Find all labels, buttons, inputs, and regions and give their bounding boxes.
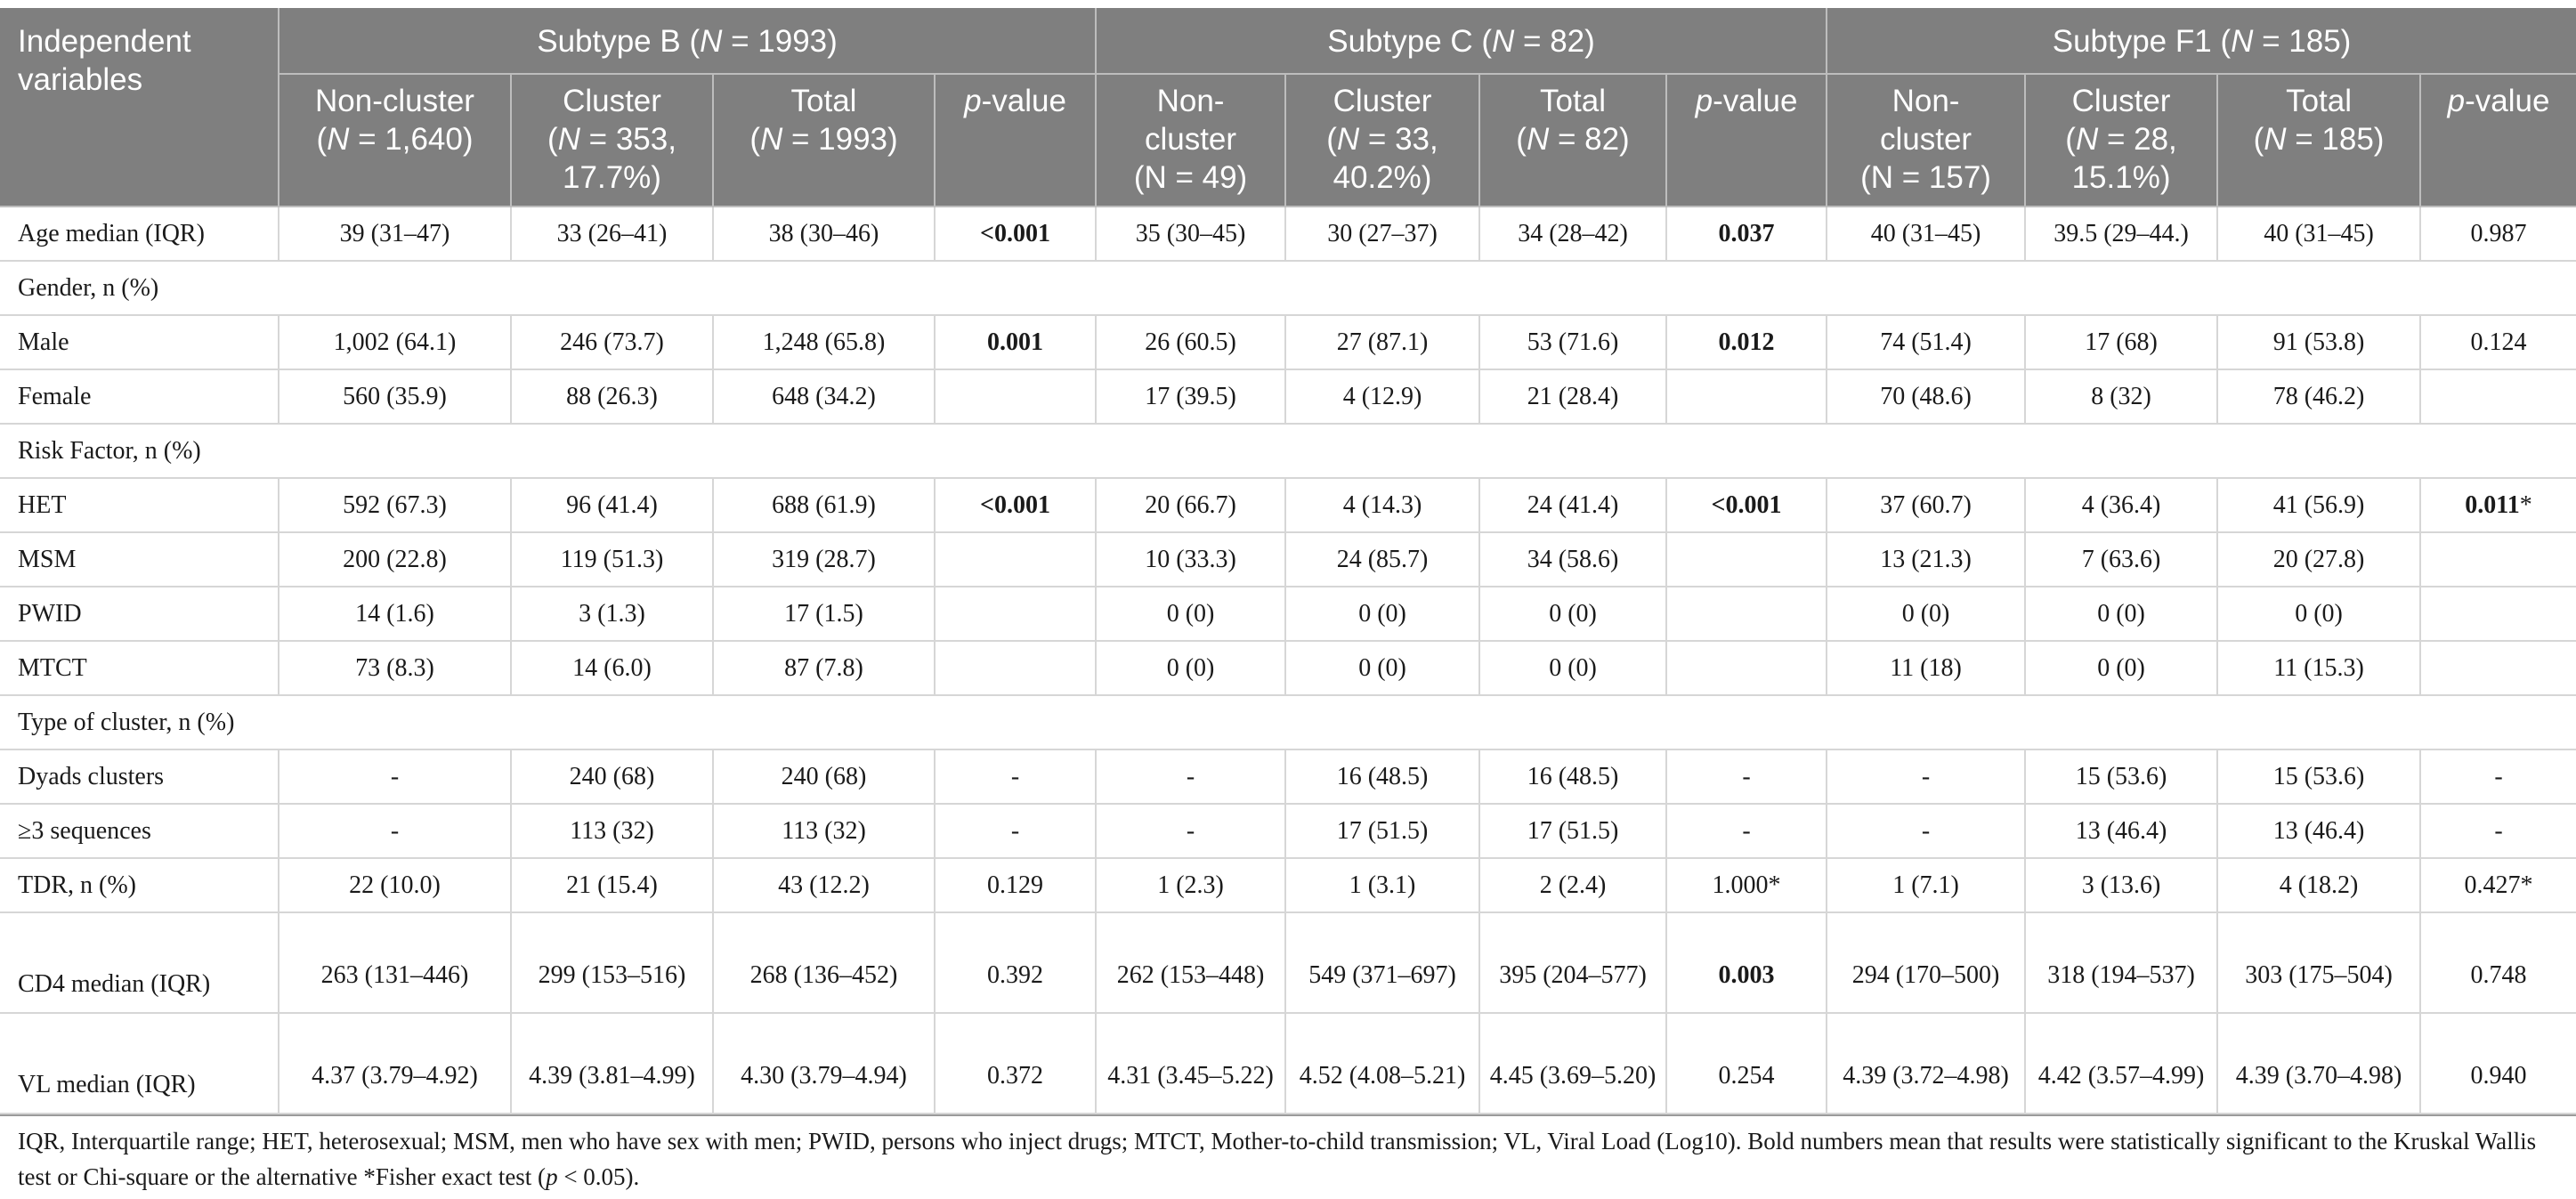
value-cell: 263 (131–446)	[279, 912, 511, 1013]
value-cell: 4.42 (3.57–4.99)	[2025, 1013, 2217, 1114]
value-cell: 240 (68)	[713, 749, 935, 804]
value-cell: 40 (31–45)	[1827, 207, 2025, 261]
p-value-cell: 0.129	[935, 858, 1096, 912]
value-cell: 318 (194–537)	[2025, 912, 2217, 1013]
value-cell: 395 (204–577)	[1479, 912, 1666, 1013]
value-cell: 17 (51.5)	[1285, 804, 1479, 858]
value-cell: 648 (34.2)	[713, 369, 935, 424]
p-value-cell: 0.748	[2420, 912, 2576, 1013]
p-value-cell: 0.372	[935, 1013, 1096, 1114]
value-cell: 15 (53.6)	[2025, 749, 2217, 804]
value-cell: 53 (71.6)	[1479, 315, 1666, 369]
column-header: Non- cluster (N = 157)	[1827, 74, 2025, 207]
value-cell: 4.37 (3.79–4.92)	[279, 1013, 511, 1114]
value-cell: 1 (7.1)	[1827, 858, 2025, 912]
value-cell: 35 (30–45)	[1096, 207, 1285, 261]
value-cell: 41 (56.9)	[2217, 478, 2420, 532]
value-cell: 17 (1.5)	[713, 587, 935, 641]
results-table	[0, 8, 2576, 1114]
column-header: Total (N = 1993)	[713, 74, 935, 207]
p-value-cell: <0.001	[935, 207, 1096, 261]
column-header: p-value	[1666, 74, 1827, 207]
value-cell: 11 (15.3)	[2217, 641, 2420, 695]
value-cell: 262 (153–448)	[1096, 912, 1285, 1013]
p-value-cell: -	[2420, 804, 2576, 858]
value-cell: 0 (0)	[1096, 587, 1285, 641]
value-cell: 13 (21.3)	[1827, 532, 2025, 587]
table-row-tdr	[0, 858, 2576, 912]
value-cell: 73 (8.3)	[279, 641, 511, 695]
value-cell: 0 (0)	[1827, 587, 2025, 641]
value-cell: -	[1096, 749, 1285, 804]
value-cell: 4 (12.9)	[1285, 369, 1479, 424]
column-header: Cluster (N = 353, 17.7%)	[511, 74, 713, 207]
value-cell: 4.30 (3.79–4.94)	[713, 1013, 935, 1114]
p-value-cell: 0.940	[2420, 1013, 2576, 1114]
value-cell: 3 (13.6)	[2025, 858, 2217, 912]
value-cell: 1 (2.3)	[1096, 858, 1285, 912]
value-cell: 4 (18.2)	[2217, 858, 2420, 912]
value-cell: 17 (39.5)	[1096, 369, 1285, 424]
p-value-cell: 0.124	[2420, 315, 2576, 369]
value-cell: 30 (27–37)	[1285, 207, 1479, 261]
value-cell: 1,002 (64.1)	[279, 315, 511, 369]
section-label: Gender, n (%)	[0, 261, 2576, 315]
value-cell: 74 (51.4)	[1827, 315, 2025, 369]
table-row-seq	[0, 804, 2576, 858]
stub-header: Independent variables	[0, 8, 279, 207]
value-cell: 21 (15.4)	[511, 858, 713, 912]
value-cell: 11 (18)	[1827, 641, 2025, 695]
value-cell: 0 (0)	[1285, 587, 1479, 641]
value-cell: 88 (26.3)	[511, 369, 713, 424]
table-row-gender	[0, 261, 2576, 315]
p-value-cell: 0.392	[935, 912, 1096, 1013]
value-cell: 14 (6.0)	[511, 641, 713, 695]
p-value-cell	[935, 532, 1096, 587]
value-cell: 268 (136–452)	[713, 912, 935, 1013]
value-cell: 16 (48.5)	[1285, 749, 1479, 804]
section-label: Risk Factor, n (%)	[0, 424, 2576, 478]
value-cell: 1 (3.1)	[1285, 858, 1479, 912]
column-header: Cluster (N = 33, 40.2%)	[1285, 74, 1479, 207]
value-cell: 13 (46.4)	[2217, 804, 2420, 858]
value-cell: 4.31 (3.45–5.22)	[1096, 1013, 1285, 1114]
value-cell: 17 (68)	[2025, 315, 2217, 369]
value-cell: 26 (60.5)	[1096, 315, 1285, 369]
value-cell: 0 (0)	[1096, 641, 1285, 695]
value-cell: 0 (0)	[1479, 641, 1666, 695]
value-cell: 43 (12.2)	[713, 858, 935, 912]
column-header: Cluster (N = 28, 15.1%)	[2025, 74, 2217, 207]
value-cell: 10 (33.3)	[1096, 532, 1285, 587]
value-cell: 3 (1.3)	[511, 587, 713, 641]
p-value-cell: 0.001	[935, 315, 1096, 369]
value-cell: 20 (66.7)	[1096, 478, 1285, 532]
p-value-cell: <0.001	[1666, 478, 1827, 532]
value-cell: -	[1096, 804, 1285, 858]
value-cell: 24 (85.7)	[1285, 532, 1479, 587]
row-label: PWID	[0, 587, 279, 641]
p-value-cell	[1666, 587, 1827, 641]
value-cell: 15 (53.6)	[2217, 749, 2420, 804]
p-value-cell	[935, 369, 1096, 424]
row-label: CD4 median (IQR)	[0, 912, 279, 1013]
value-cell: 14 (1.6)	[279, 587, 511, 641]
table-row-age	[0, 207, 2576, 261]
p-value-cell	[1666, 369, 1827, 424]
column-header: Total (N = 82)	[1479, 74, 1666, 207]
value-cell: 0 (0)	[1479, 587, 1666, 641]
table-row-male	[0, 315, 2576, 369]
row-label: ≥3 sequences	[0, 804, 279, 858]
value-cell: -	[1827, 749, 2025, 804]
value-cell: 4.52 (4.08–5.21)	[1285, 1013, 1479, 1114]
row-label: TDR, n (%)	[0, 858, 279, 912]
p-value-cell: 0.003	[1666, 912, 1827, 1013]
table-row-mtct	[0, 641, 2576, 695]
p-value-cell	[935, 641, 1096, 695]
p-value-cell: -	[2420, 749, 2576, 804]
value-cell: 87 (7.8)	[713, 641, 935, 695]
value-cell: 246 (73.7)	[511, 315, 713, 369]
value-cell: 0 (0)	[2025, 587, 2217, 641]
value-cell: 20 (27.8)	[2217, 532, 2420, 587]
p-value-cell: 1.000*	[1666, 858, 1827, 912]
p-value-cell: -	[1666, 804, 1827, 858]
table-row-pwid	[0, 587, 2576, 641]
value-cell: 4 (36.4)	[2025, 478, 2217, 532]
value-cell: 21 (28.4)	[1479, 369, 1666, 424]
value-cell: 7 (63.6)	[2025, 532, 2217, 587]
value-cell: 319 (28.7)	[713, 532, 935, 587]
table-row-cd4	[0, 912, 2576, 1013]
value-cell: 17 (51.5)	[1479, 804, 1666, 858]
table-footnote: IQR, Interquartile range; HET, heterosexual; MSM, men who have sex with men; PWID, persons who inject drugs; MTCT, Mother-to-child transmission; VL, Viral Load (Log10). Bold numbers mean that results were statistically significant to the Kruskal Wallis test or Chi-square or the alternative *Fisher exact test (p < 0.05).	[18, 1128, 2537, 1190]
value-cell: 39 (31–47)	[279, 207, 511, 261]
value-cell: 34 (28–42)	[1479, 207, 1666, 261]
p-value-cell	[1666, 532, 1827, 587]
column-header: Non- cluster (N = 49)	[1096, 74, 1285, 207]
p-value-cell: -	[935, 804, 1096, 858]
p-value-cell	[2420, 587, 2576, 641]
value-cell: 688 (61.9)	[713, 478, 935, 532]
table-bottom-rule	[0, 1114, 2576, 1116]
row-label: Male	[0, 315, 279, 369]
p-value-cell	[2420, 532, 2576, 587]
value-cell: 39.5 (29–44.)	[2025, 207, 2217, 261]
table-row-vl	[0, 1013, 2576, 1114]
p-value-cell	[2420, 641, 2576, 695]
value-cell: 37 (60.7)	[1827, 478, 2025, 532]
value-cell: 70 (48.6)	[1827, 369, 2025, 424]
p-value-cell: 0.037	[1666, 207, 1827, 261]
row-label: VL median (IQR)	[0, 1013, 279, 1114]
value-cell: 38 (30–46)	[713, 207, 935, 261]
value-cell: 24 (41.4)	[1479, 478, 1666, 532]
p-value-cell	[2420, 369, 2576, 424]
value-cell: 96 (41.4)	[511, 478, 713, 532]
value-cell: 4.39 (3.81–4.99)	[511, 1013, 713, 1114]
p-value-cell: -	[1666, 749, 1827, 804]
row-label: Age median (IQR)	[0, 207, 279, 261]
p-value-cell: -	[935, 749, 1096, 804]
table-row-female	[0, 369, 2576, 424]
column-header: Total (N = 185)	[2217, 74, 2420, 207]
group-header-b: Subtype B (N = 1993)	[279, 8, 1096, 74]
value-cell: 0 (0)	[1285, 641, 1479, 695]
column-header: p-value	[935, 74, 1096, 207]
value-cell: 91 (53.8)	[2217, 315, 2420, 369]
column-header: Non-cluster (N = 1,640)	[279, 74, 511, 207]
value-cell: 4.39 (3.72–4.98)	[1827, 1013, 2025, 1114]
row-label: HET	[0, 478, 279, 532]
value-cell: 27 (87.1)	[1285, 315, 1479, 369]
row-label: Female	[0, 369, 279, 424]
value-cell: 303 (175–504)	[2217, 912, 2420, 1013]
p-value-cell: 0.254	[1666, 1013, 1827, 1114]
value-cell: 299 (153–516)	[511, 912, 713, 1013]
value-cell: 78 (46.2)	[2217, 369, 2420, 424]
section-label: Type of cluster, n (%)	[0, 695, 2576, 749]
value-cell: 8 (32)	[2025, 369, 2217, 424]
p-value-cell: 0.427*	[2420, 858, 2576, 912]
value-cell: 0 (0)	[2025, 641, 2217, 695]
p-value-cell	[935, 587, 1096, 641]
value-cell: 22 (10.0)	[279, 858, 511, 912]
p-value-cell: <0.001	[935, 478, 1096, 532]
table-row-msm	[0, 532, 2576, 587]
value-cell: 1,248 (65.8)	[713, 315, 935, 369]
table-row-het	[0, 478, 2576, 532]
value-cell: 200 (22.8)	[279, 532, 511, 587]
value-cell: -	[279, 749, 511, 804]
table-row-dyads	[0, 749, 2576, 804]
value-cell: 240 (68)	[511, 749, 713, 804]
value-cell: 4.45 (3.69–5.20)	[1479, 1013, 1666, 1114]
value-cell: 34 (58.6)	[1479, 532, 1666, 587]
value-cell: 40 (31–45)	[2217, 207, 2420, 261]
value-cell: -	[1827, 804, 2025, 858]
value-cell: 119 (51.3)	[511, 532, 713, 587]
p-value-cell: 0.987	[2420, 207, 2576, 261]
value-cell: 294 (170–500)	[1827, 912, 2025, 1013]
p-value-cell	[1666, 641, 1827, 695]
value-cell: 33 (26–41)	[511, 207, 713, 261]
group-header-f1: Subtype F1 (N = 185)	[1827, 8, 2576, 74]
value-cell: 113 (32)	[713, 804, 935, 858]
group-header-c: Subtype C (N = 82)	[1096, 8, 1827, 74]
value-cell: 549 (371–697)	[1285, 912, 1479, 1013]
p-value-cell: 0.012	[1666, 315, 1827, 369]
table-row-risk	[0, 424, 2576, 478]
value-cell: 4.39 (3.70–4.98)	[2217, 1013, 2420, 1114]
row-label: Dyads clusters	[0, 749, 279, 804]
value-cell: -	[279, 804, 511, 858]
value-cell: 592 (67.3)	[279, 478, 511, 532]
value-cell: 0 (0)	[2217, 587, 2420, 641]
table-row-type	[0, 695, 2576, 749]
value-cell: 13 (46.4)	[2025, 804, 2217, 858]
value-cell: 2 (2.4)	[1479, 858, 1666, 912]
column-header: p-value	[2420, 74, 2576, 207]
row-label: MTCT	[0, 641, 279, 695]
value-cell: 113 (32)	[511, 804, 713, 858]
row-label: MSM	[0, 532, 279, 587]
value-cell: 560 (35.9)	[279, 369, 511, 424]
value-cell: 16 (48.5)	[1479, 749, 1666, 804]
p-value-cell: 0.011*	[2420, 478, 2576, 532]
value-cell: 4 (14.3)	[1285, 478, 1479, 532]
